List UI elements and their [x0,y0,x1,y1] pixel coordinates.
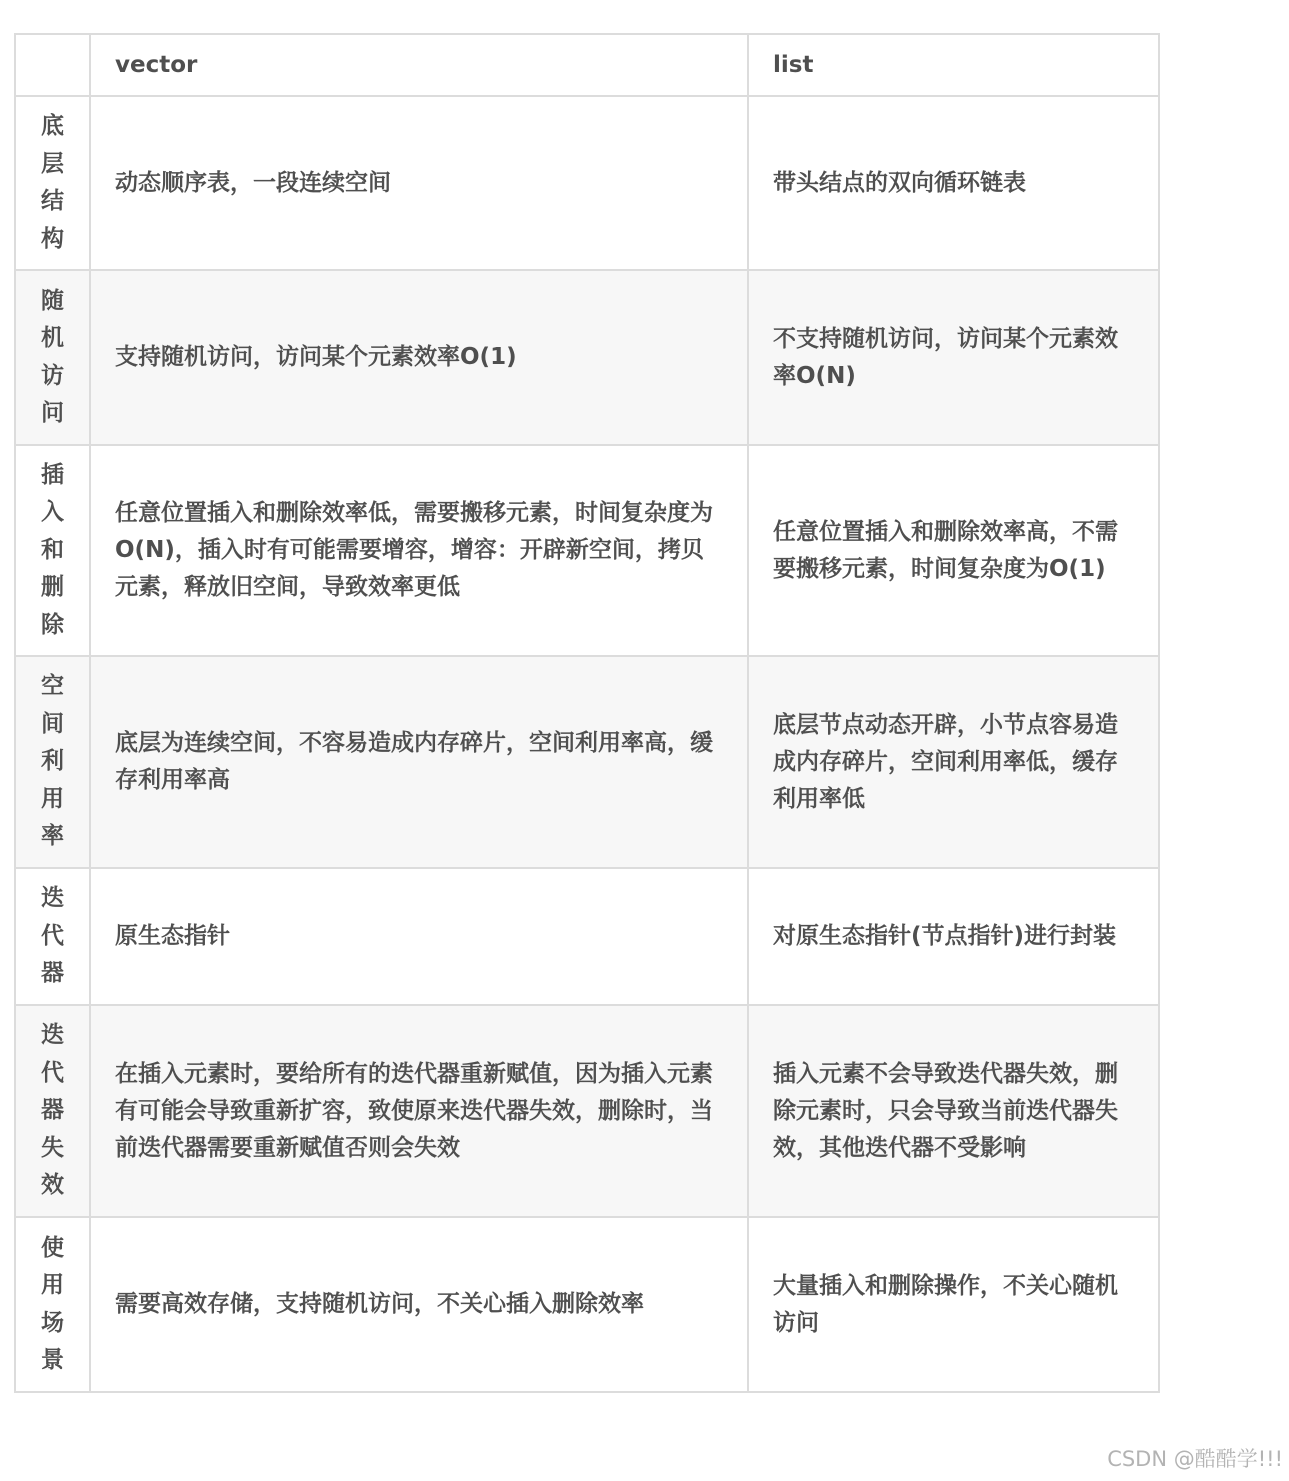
list-cell: 底层节点动态开辟，小节点容易造成内存碎片，空间利用率低，缓存利用率低 [748,656,1159,868]
row-label-text: 随机访问 [41,287,64,426]
list-cell: 不支持随机访问，访问某个元素效率O(N) [748,270,1159,445]
table-row-underlying-structure [15,96,1159,270]
row-label [15,1217,90,1392]
vector-cell: 任意位置插入和删除效率低，需要搬移元素，时间复杂度为O(N)，插入时有可能需要增容，增容：开辟新空间，拷贝元素，释放旧空间，导致效率更低 [90,445,748,656]
watermark: CSDN @酷酷学!!! [1107,1447,1283,1471]
header-list: list [748,34,1159,96]
row-label [15,445,90,656]
vector-cell: 需要高效存储，支持随机访问，不关心插入删除效率 [90,1217,748,1392]
table-row-random-access [15,270,1159,445]
row-label-text: 迭代器失效 [41,1022,64,1199]
row-label-text: 迭代器 [41,885,64,987]
header-corner-cell [15,34,90,96]
list-cell: 大量插入和删除操作，不关心随机访问 [748,1217,1159,1392]
table-row-iterator [15,868,1159,1005]
row-label [15,96,90,270]
row-label [15,1005,90,1217]
header-vector: vector [90,34,748,96]
vector-cell: 原生态指针 [90,868,748,1005]
table-row-space-utilization [15,656,1159,868]
vector-cell: 动态顺序表，一段连续空间 [90,96,748,270]
row-label-text: 使用场景 [41,1234,64,1373]
row-label-text: 空间利用率 [41,673,64,850]
table-row-use-case [15,1217,1159,1392]
table-row-insert-delete [15,445,1159,656]
vector-cell: 支持随机访问，访问某个元素效率O(1) [90,270,748,445]
list-cell: 对原生态指针(节点指针)进行封装 [748,868,1159,1005]
row-label-text: 底层结构 [41,113,64,252]
vector-cell: 底层为连续空间，不容易造成内存碎片，空间利用率高，缓存利用率高 [90,656,748,868]
vector-cell: 在插入元素时，要给所有的迭代器重新赋值，因为插入元素有可能会导致重新扩容，致使原来迭代器失效，删除时，当前迭代器需要重新赋值否则会失效 [90,1005,748,1217]
row-label [15,270,90,445]
list-cell: 插入元素不会导致迭代器失效，删除元素时，只会导致当前迭代器失效，其他迭代器不受影响 [748,1005,1159,1217]
list-cell: 任意位置插入和删除效率高，不需要搬移元素，时间复杂度为O(1) [748,445,1159,656]
table-row-iterator-invalidation [15,1005,1159,1217]
vector-list-comparison-table [14,33,1160,1393]
row-label [15,656,90,868]
table-header-row [15,34,1159,96]
row-label-text: 插入和删除 [41,461,64,638]
row-label [15,868,90,1005]
list-cell: 带头结点的双向循环链表 [748,96,1159,270]
